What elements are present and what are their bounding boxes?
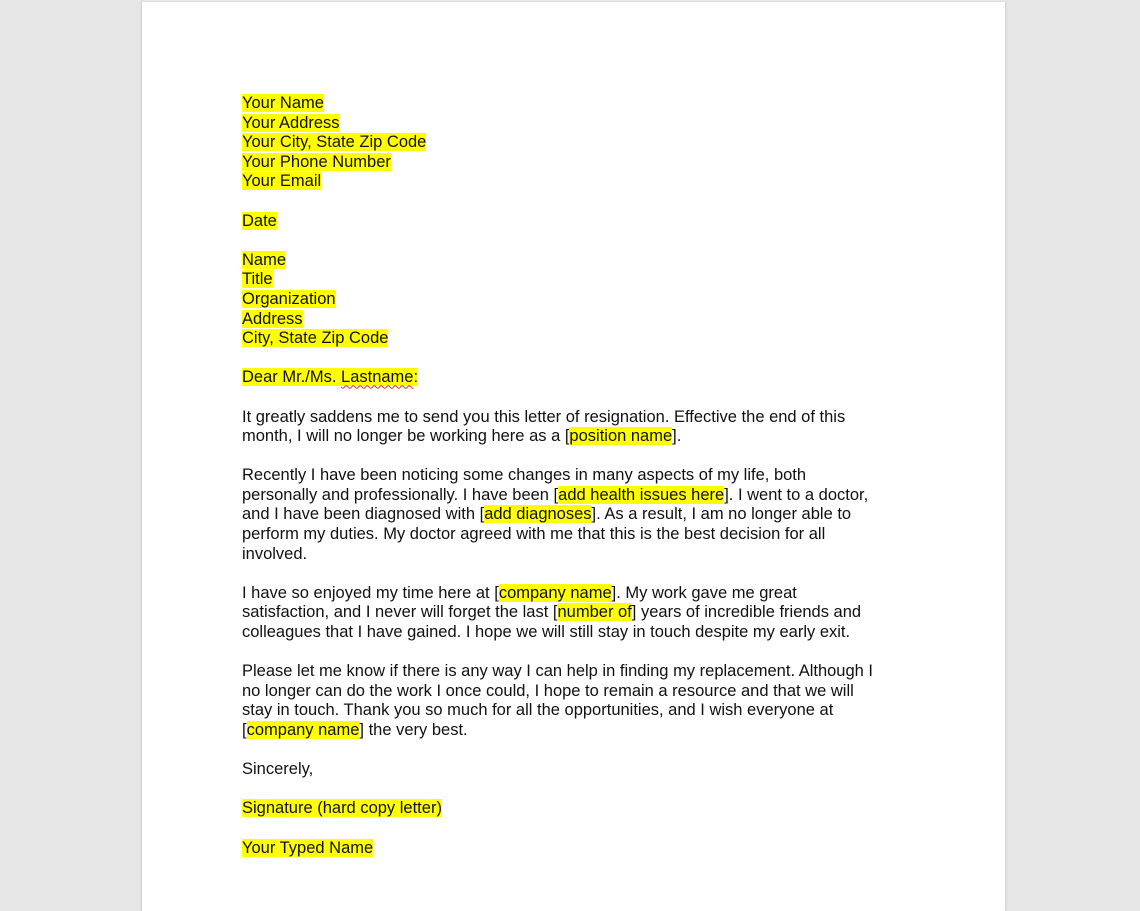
placeholder-health-issues: add health issues here — [558, 485, 725, 504]
paragraph-line: no longer can do the work I once could, I hope to remain a resource and that we will — [242, 681, 854, 700]
paragraph-4 — [242, 662, 902, 740]
paragraph-line: colleagues that I have gained. I hope we will still stay in touch despite my early exit. — [242, 623, 851, 642]
recipient-block — [242, 251, 902, 349]
sender-city-state-zip: Your City, State Zip Code — [242, 133, 427, 152]
letter-body[interactable] — [242, 94, 902, 858]
recipient-organization: Organization — [242, 289, 336, 308]
document-page[interactable] — [141, 2, 1006, 911]
paragraph-line: month, I will no longer be working here as a [position name]. — [242, 427, 682, 446]
recipient-city-state-zip: City, State Zip Code — [242, 329, 389, 348]
paragraph-line: perform my duties. My doctor agreed with me that this is the best decision for all — [242, 525, 826, 544]
placeholder-diagnoses: add diagnoses — [484, 505, 592, 524]
salutation-lastname[interactable]: Lastname — [341, 368, 414, 387]
closing — [242, 760, 902, 780]
salutation-suffix: : — [413, 368, 419, 387]
signature-block — [242, 799, 902, 819]
typed-name-block — [242, 839, 902, 859]
paragraph-1 — [242, 408, 902, 447]
recipient-name: Name — [242, 250, 287, 269]
sender-phone: Your Phone Number — [242, 152, 391, 171]
paragraph-line: and I have been diagnosed with [add diagnoses]. As a result, I am no longer able to — [242, 505, 852, 524]
placeholder-company-name: company name — [246, 721, 360, 739]
paragraph-line: I have so enjoyed my time here at [company name]. My work gave me great — [242, 583, 797, 602]
paragraph-line: [company name] the very best. — [242, 721, 468, 739]
sender-email: Your Email — [242, 172, 322, 191]
paragraph-line: stay in touch. Thank you so much for all the opportunities, and I wish everyone at — [242, 701, 834, 720]
paragraph-3 — [242, 584, 902, 643]
paragraph-line: Recently I have been noticing some changes in many aspects of my life, both — [242, 466, 807, 485]
sender-address: Your Address — [242, 113, 340, 132]
paragraph-line: It greatly saddens me to send you this letter of resignation. Effective the end of this — [242, 407, 846, 426]
recipient-title: Title — [242, 270, 273, 289]
salutation-prefix: Dear Mr./Ms. — [242, 368, 342, 387]
letter-date: Date — [242, 211, 277, 230]
placeholder-number-of: number of — [557, 603, 632, 622]
sender-block — [242, 94, 902, 192]
recipient-address: Address — [242, 309, 303, 328]
salutation — [242, 368, 902, 388]
paragraph-line: satisfaction, and I never will forget the last [number of] years of incredible friends and — [242, 603, 862, 622]
typed-name: Your Typed Name — [242, 838, 374, 857]
paragraph-line: Please let me know if there is any way I can help in finding my replacement. Although I — [242, 662, 874, 681]
paragraph-line: involved. — [242, 544, 308, 563]
sender-name: Your Name — [242, 94, 324, 112]
paragraph-line: personally and professionally. I have been [add health issues here]. I went to a doctor, — [242, 485, 869, 504]
signature-placeholder: Signature (hard copy letter) — [242, 799, 442, 818]
placeholder-position-name: position name — [569, 427, 673, 446]
closing-text: Sincerely, — [242, 760, 314, 779]
paragraph-2 — [242, 466, 902, 564]
placeholder-company-name: company name — [498, 583, 612, 602]
date-block — [242, 212, 902, 232]
